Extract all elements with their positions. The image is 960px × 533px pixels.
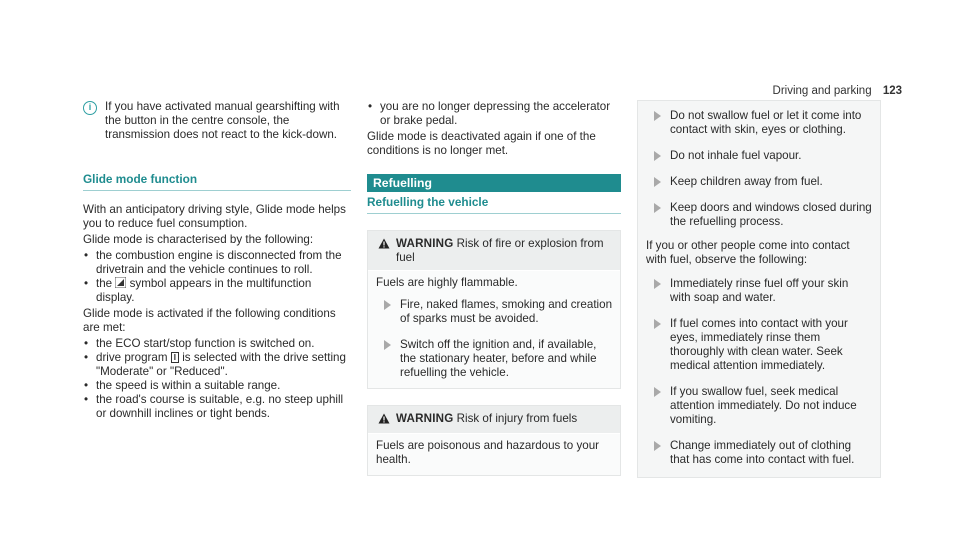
cond2-pre: drive program — [96, 351, 168, 364]
refuelling-band-heading: Refuelling — [367, 174, 621, 192]
step-arrow-icon — [654, 387, 661, 397]
step-text: Keep children away from fuel. — [670, 175, 823, 188]
step-text: Immediately rinse fuel off your skin with soap and water. — [670, 277, 849, 304]
column-3 — [637, 100, 881, 478]
warning-box-injury — [367, 405, 621, 476]
glide-deactivated: Glide mode is deactivated again if one of the conditions is no longer met. — [367, 130, 596, 157]
warning-triangle-icon — [378, 238, 390, 265]
cond2-post: is selected with the drive setting "Moderate" or "Reduced". — [96, 351, 346, 378]
contact-intro: If you or other people come into contact with fuel, observe the following: — [646, 239, 850, 266]
warning-header — [368, 406, 620, 434]
list-item: • the combustion engine is disconnected from the drivetrain and the vehicle continues to roll. — [83, 249, 351, 277]
step-item — [646, 201, 872, 229]
warning-triangle-icon — [378, 413, 390, 428]
step-arrow-icon — [654, 177, 661, 187]
step-item — [646, 109, 872, 137]
warning-label: WARNING — [396, 237, 454, 250]
glide-intro: With an anticipatory driving style, Glide mode helps you to reduce fuel consumption. — [83, 203, 346, 230]
conditions-list-cont — [367, 100, 621, 128]
conditions-list — [83, 337, 351, 421]
warning-steps — [376, 298, 612, 380]
glide-mode-heading: Glide mode function — [83, 172, 351, 191]
step-item — [646, 277, 872, 305]
step-item — [646, 175, 872, 189]
characteristics-list — [83, 249, 351, 305]
warning-label: WARNING — [396, 412, 454, 425]
step-arrow-icon — [384, 340, 391, 350]
page-header — [773, 84, 902, 98]
bullet2-post: symbol appears in the multifunction display. — [96, 277, 312, 304]
page-number: 123 — [882, 85, 902, 97]
step-arrow-icon — [654, 203, 661, 213]
step-text: If you swallow fuel, seek medical attention immediately. Do not induce vomiting. — [670, 385, 857, 426]
warning-text: Fuels are highly flammable. — [376, 276, 518, 289]
list-item: • the ECO start/stop function is switched on. — [83, 337, 351, 351]
step-arrow-icon — [654, 111, 661, 121]
list-item: • the road's course is suitable, e.g. no steep uphill or downhill inclines or tight bends. — [83, 393, 351, 421]
glide-activated: Glide mode is activated if the following conditions are met: — [83, 307, 336, 334]
section-title: Driving and parking — [772, 85, 872, 97]
step-arrow-icon — [654, 319, 661, 329]
step-text: Switch off the ignition and, if available, the stationary heater, before and while refuelling the vehicle. — [400, 338, 597, 379]
warning-header — [368, 231, 620, 271]
info-note — [83, 100, 351, 142]
list-item: • the speed is within a suitable range. — [83, 379, 351, 393]
refuelling-vehicle-heading: Refuelling the vehicle — [367, 192, 621, 214]
list-item — [83, 351, 351, 379]
bullet2-pre: the — [96, 277, 113, 290]
warning-body — [368, 271, 620, 388]
glide-characterised: Glide mode is characterised by the following: — [83, 233, 314, 246]
drive-program-icon: I — [171, 352, 179, 363]
step-item — [646, 439, 872, 467]
first-aid-steps — [646, 277, 872, 467]
step-text: Change immediately out of clothing that has come into contact with fuel. — [670, 439, 855, 466]
precaution-steps — [646, 109, 872, 229]
column-1 — [83, 100, 351, 423]
glide-symbol-icon — [115, 277, 126, 288]
step-arrow-icon — [654, 441, 661, 451]
step-arrow-icon — [654, 279, 661, 289]
step-text: Fire, naked flames, smoking and creation of sparks must be avoided. — [400, 298, 613, 325]
info-icon: i — [83, 101, 97, 115]
warning-continued-box — [637, 100, 881, 478]
info-note-text: If you have activated manual gearshifting with the button in the centre console, the transmission does not react to the kick-down. — [105, 100, 340, 141]
step-text: Do not inhale fuel vapour. — [670, 149, 802, 162]
step-text: Do not swallow fuel or let it come into contact with skin, eyes or clothing. — [670, 109, 862, 136]
list-item: • you are no longer depressing the accelerator or brake pedal. — [367, 100, 621, 128]
step-item — [376, 338, 612, 380]
warning-text: Fuels are poisonous and hazardous to your health. — [376, 439, 599, 466]
step-arrow-icon — [654, 151, 661, 161]
step-item — [646, 385, 872, 427]
warning-body — [368, 434, 620, 475]
list-item — [83, 277, 351, 305]
step-item — [646, 317, 872, 373]
step-text: Keep doors and windows closed during the refuelling process. — [670, 201, 872, 228]
step-text: If fuel comes into contact with your eyes, immediately rinse them thoroughly with clean water. Seek medical attention immediately. — [670, 317, 848, 372]
warning-box-fire — [367, 230, 621, 389]
step-item — [646, 149, 872, 163]
warning-title: Risk of injury from fuels — [456, 412, 578, 425]
column-2 — [367, 100, 621, 476]
step-arrow-icon — [384, 300, 391, 310]
warning-title: Risk of fire or explosion from fuel — [396, 237, 604, 264]
step-item — [376, 298, 612, 326]
